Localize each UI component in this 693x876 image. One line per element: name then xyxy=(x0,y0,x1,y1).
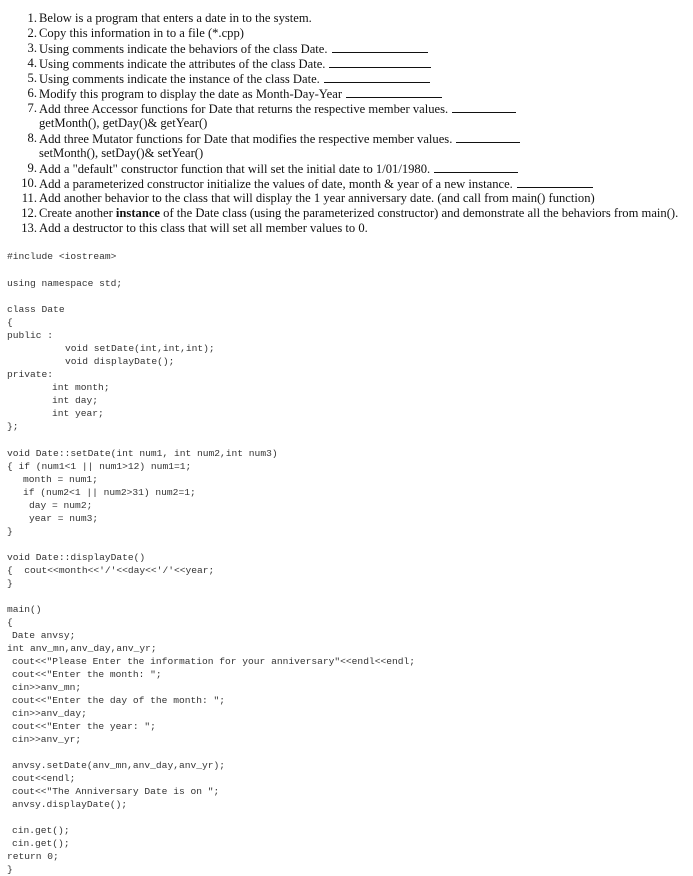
instruction-number: 3. xyxy=(27,41,37,55)
code-line: cin>>anv_yr; xyxy=(12,734,82,745)
code-line: Date anvsy; xyxy=(12,630,76,641)
instruction-number: 8. xyxy=(27,131,37,145)
instruction-item xyxy=(0,26,693,41)
instruction-text: Add a destructor to this class that will set all member values to 0. xyxy=(39,221,368,235)
code-line: int anv_mn,anv_day,anv_yr; xyxy=(7,643,157,654)
mutator-function-names: setMonth(), setDay()& setYear() xyxy=(39,146,204,160)
code-line: { if (num1<1 || num1>12) num1=1; xyxy=(7,461,192,472)
code-line: cout<<endl; xyxy=(12,773,76,784)
instruction-item xyxy=(0,11,693,26)
code-line: month = num1; xyxy=(23,474,98,485)
instruction-text: Copy this information in to a file (*.cpp) xyxy=(39,26,244,40)
instruction-text: Add another behavior to the class that will display the 1 year anniversary date. (and call from main() function) xyxy=(39,191,595,205)
answer-blank xyxy=(346,86,442,98)
code-line: cin>>anv_mn; xyxy=(12,682,82,693)
code-line: anvsy.displayDate(); xyxy=(12,799,128,810)
instruction-number: 4. xyxy=(27,56,37,70)
answer-blank xyxy=(452,101,516,113)
code-line: } xyxy=(7,526,13,537)
code-line: cout<<"Enter the day of the month: "; xyxy=(12,695,226,706)
code-line: } xyxy=(7,578,13,589)
instruction-item xyxy=(0,71,693,86)
instruction-item xyxy=(0,221,693,236)
code-line: if (num2<1 || num2>31) num2=1; xyxy=(23,487,196,498)
instruction-text: Using comments indicate the attributes of the class Date. xyxy=(39,57,326,71)
instruction-item xyxy=(0,206,693,221)
code-line: anvsy.setDate(anv_mn,anv_day,anv_yr); xyxy=(12,760,226,771)
code-line: #include <iostream> xyxy=(7,251,117,262)
instruction-bold-term: instance xyxy=(115,206,160,220)
instruction-item xyxy=(0,86,693,101)
instruction-number: 9. xyxy=(27,161,37,175)
code-line: void Date::setDate(int num1, int num2,int num3) xyxy=(7,448,278,459)
instruction-item xyxy=(0,161,693,176)
instruction-item xyxy=(0,41,693,56)
instruction-text: Using comments indicate the instance of the class Date. xyxy=(39,72,320,86)
code-line: cout<<"Enter the year: "; xyxy=(12,721,156,732)
code-line: }; xyxy=(7,421,19,432)
code-line: main() xyxy=(7,604,42,615)
instruction-number: 13. xyxy=(21,221,37,235)
instruction-text: Add three Accessor functions for Date that returns the respective member values. xyxy=(39,102,449,116)
accessor-function-names: getMonth(), getDay()& getYear() xyxy=(39,116,208,130)
code-line: class Date xyxy=(7,304,65,315)
instruction-list xyxy=(0,11,693,236)
instruction-number: 6. xyxy=(27,86,37,100)
code-line: void displayDate(); xyxy=(65,356,175,367)
code-line: int day; xyxy=(52,395,99,406)
instruction-text: Add a parameterized constructor initialize the values of date, month & year of a new instance. xyxy=(39,177,513,191)
code-line: day = num2; xyxy=(29,500,93,511)
instruction-number: 7. xyxy=(27,101,37,115)
code-line: year = num3; xyxy=(29,513,99,524)
answer-blank xyxy=(329,56,431,68)
code-line: void Date::displayDate() xyxy=(7,552,146,563)
code-line: cin>>anv_day; xyxy=(12,708,87,719)
code-line: void setDate(int,int,int); xyxy=(65,343,215,354)
instruction-subline xyxy=(0,146,693,161)
instruction-number: 2. xyxy=(27,26,37,40)
answer-blank xyxy=(332,41,428,53)
code-line: cin.get(); xyxy=(12,838,70,849)
instruction-text: Create another xyxy=(39,206,116,220)
instruction-number: 11. xyxy=(21,191,37,205)
code-line: cout<<"Enter the month: "; xyxy=(12,669,162,680)
instruction-number: 1. xyxy=(27,11,37,25)
code-line: using namespace std; xyxy=(7,278,123,289)
instruction-text: of the Date class (using the parameterized constructor) and demonstrate all the behaviors from main(). xyxy=(160,206,679,220)
instruction-text: Add a "default" constructor function that will set the initial date to 1/01/1980. xyxy=(39,162,431,176)
instruction-text: Add three Mutator functions for Date that modifies the respective member values. xyxy=(39,132,453,146)
instruction-item xyxy=(0,131,693,146)
instruction-number: 5. xyxy=(27,71,37,85)
code-line: int month; xyxy=(52,382,110,393)
instruction-subline xyxy=(0,116,693,131)
code-line: public : xyxy=(7,330,54,341)
code-line: cout<<"Please Enter the information for your anniversary"<<endl<<endl; xyxy=(12,656,416,667)
instruction-item xyxy=(0,191,693,206)
instruction-text: Modify this program to display the date as Month-Day-Year xyxy=(39,87,343,101)
answer-blank xyxy=(434,161,518,173)
instruction-text: Using comments indicate the behaviors of the class Date. xyxy=(39,42,328,56)
code-line: { xyxy=(7,317,13,328)
instruction-item xyxy=(0,56,693,71)
code-line: int year; xyxy=(52,408,104,419)
code-line: { cout<<month<<'/'<<day<<'/'<<year; xyxy=(7,565,215,576)
instruction-item xyxy=(0,101,693,116)
instruction-item xyxy=(0,176,693,191)
instruction-number: 10. xyxy=(21,176,37,190)
answer-blank xyxy=(517,176,593,188)
code-line: return 0; xyxy=(7,851,59,862)
answer-blank xyxy=(456,131,520,143)
code-line: private: xyxy=(7,369,54,380)
instruction-text: Below is a program that enters a date in to the system. xyxy=(39,11,312,25)
code-line: cout<<"The Anniversary Date is on "; xyxy=(12,786,220,797)
instruction-number: 12. xyxy=(21,206,37,220)
code-line: { xyxy=(7,617,13,628)
code-line: cin.get(); xyxy=(12,825,70,836)
code-line: } xyxy=(7,864,13,875)
answer-blank xyxy=(324,71,430,83)
